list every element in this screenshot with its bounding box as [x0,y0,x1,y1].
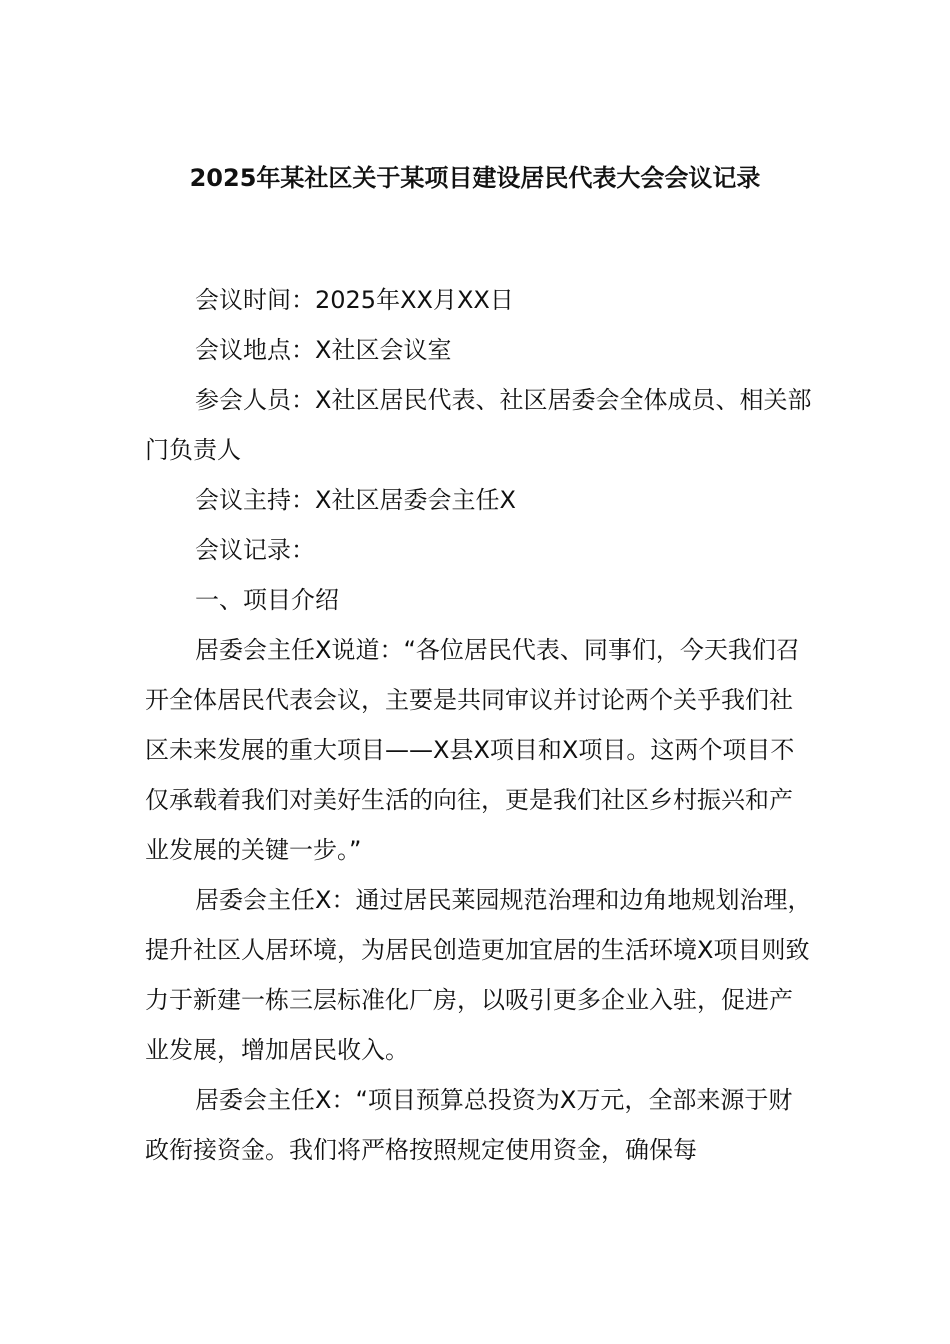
meeting-attendees: 参会人员：X社区居民代表、社区居委会全体成员、相关部门负责人 [145,386,812,464]
paragraph: 居委会主任X：“项目预算总投资为X万元，全部来源于财政衔接资金。我们将严格按照规定使用资金，确保每 [145,1086,793,1164]
paragraph: 居委会主任X说道：“各位居民代表、同事们，今天我们召开全体居民代表会议，主要是共同审议并讨论两个关乎我们社区未来发展的重大项目——X县X项目和X项目。这两个项目不仅承载着我们对美好生活的向往，更是我们社区乡村振兴和产业发展的关键一步。” [145,636,800,864]
document-body [145,275,815,1175]
paragraph: 居委会主任X：通过居民莱园规范治理和边角地规划治理，提升社区人居环境，为居民创造更加宜居的生活环境X项目则致力于新建一栋三层标准化厂房，以吸引更多企业入驻，促进产业发展，增加居民收入。 [145,886,812,1064]
section-heading: 一、项目介绍 [195,586,339,614]
meeting-host: 会议主持：X社区居委会主任X [195,486,516,514]
document-title: 2025年某社区关于某项目建设居民代表大会会议记录 [189,164,761,192]
meeting-location: 会议地点：X社区会议室 [195,336,452,364]
meeting-time: 会议时间：2025年XX月XX日 [195,286,514,314]
meeting-record-label: 会议记录： [195,536,315,564]
